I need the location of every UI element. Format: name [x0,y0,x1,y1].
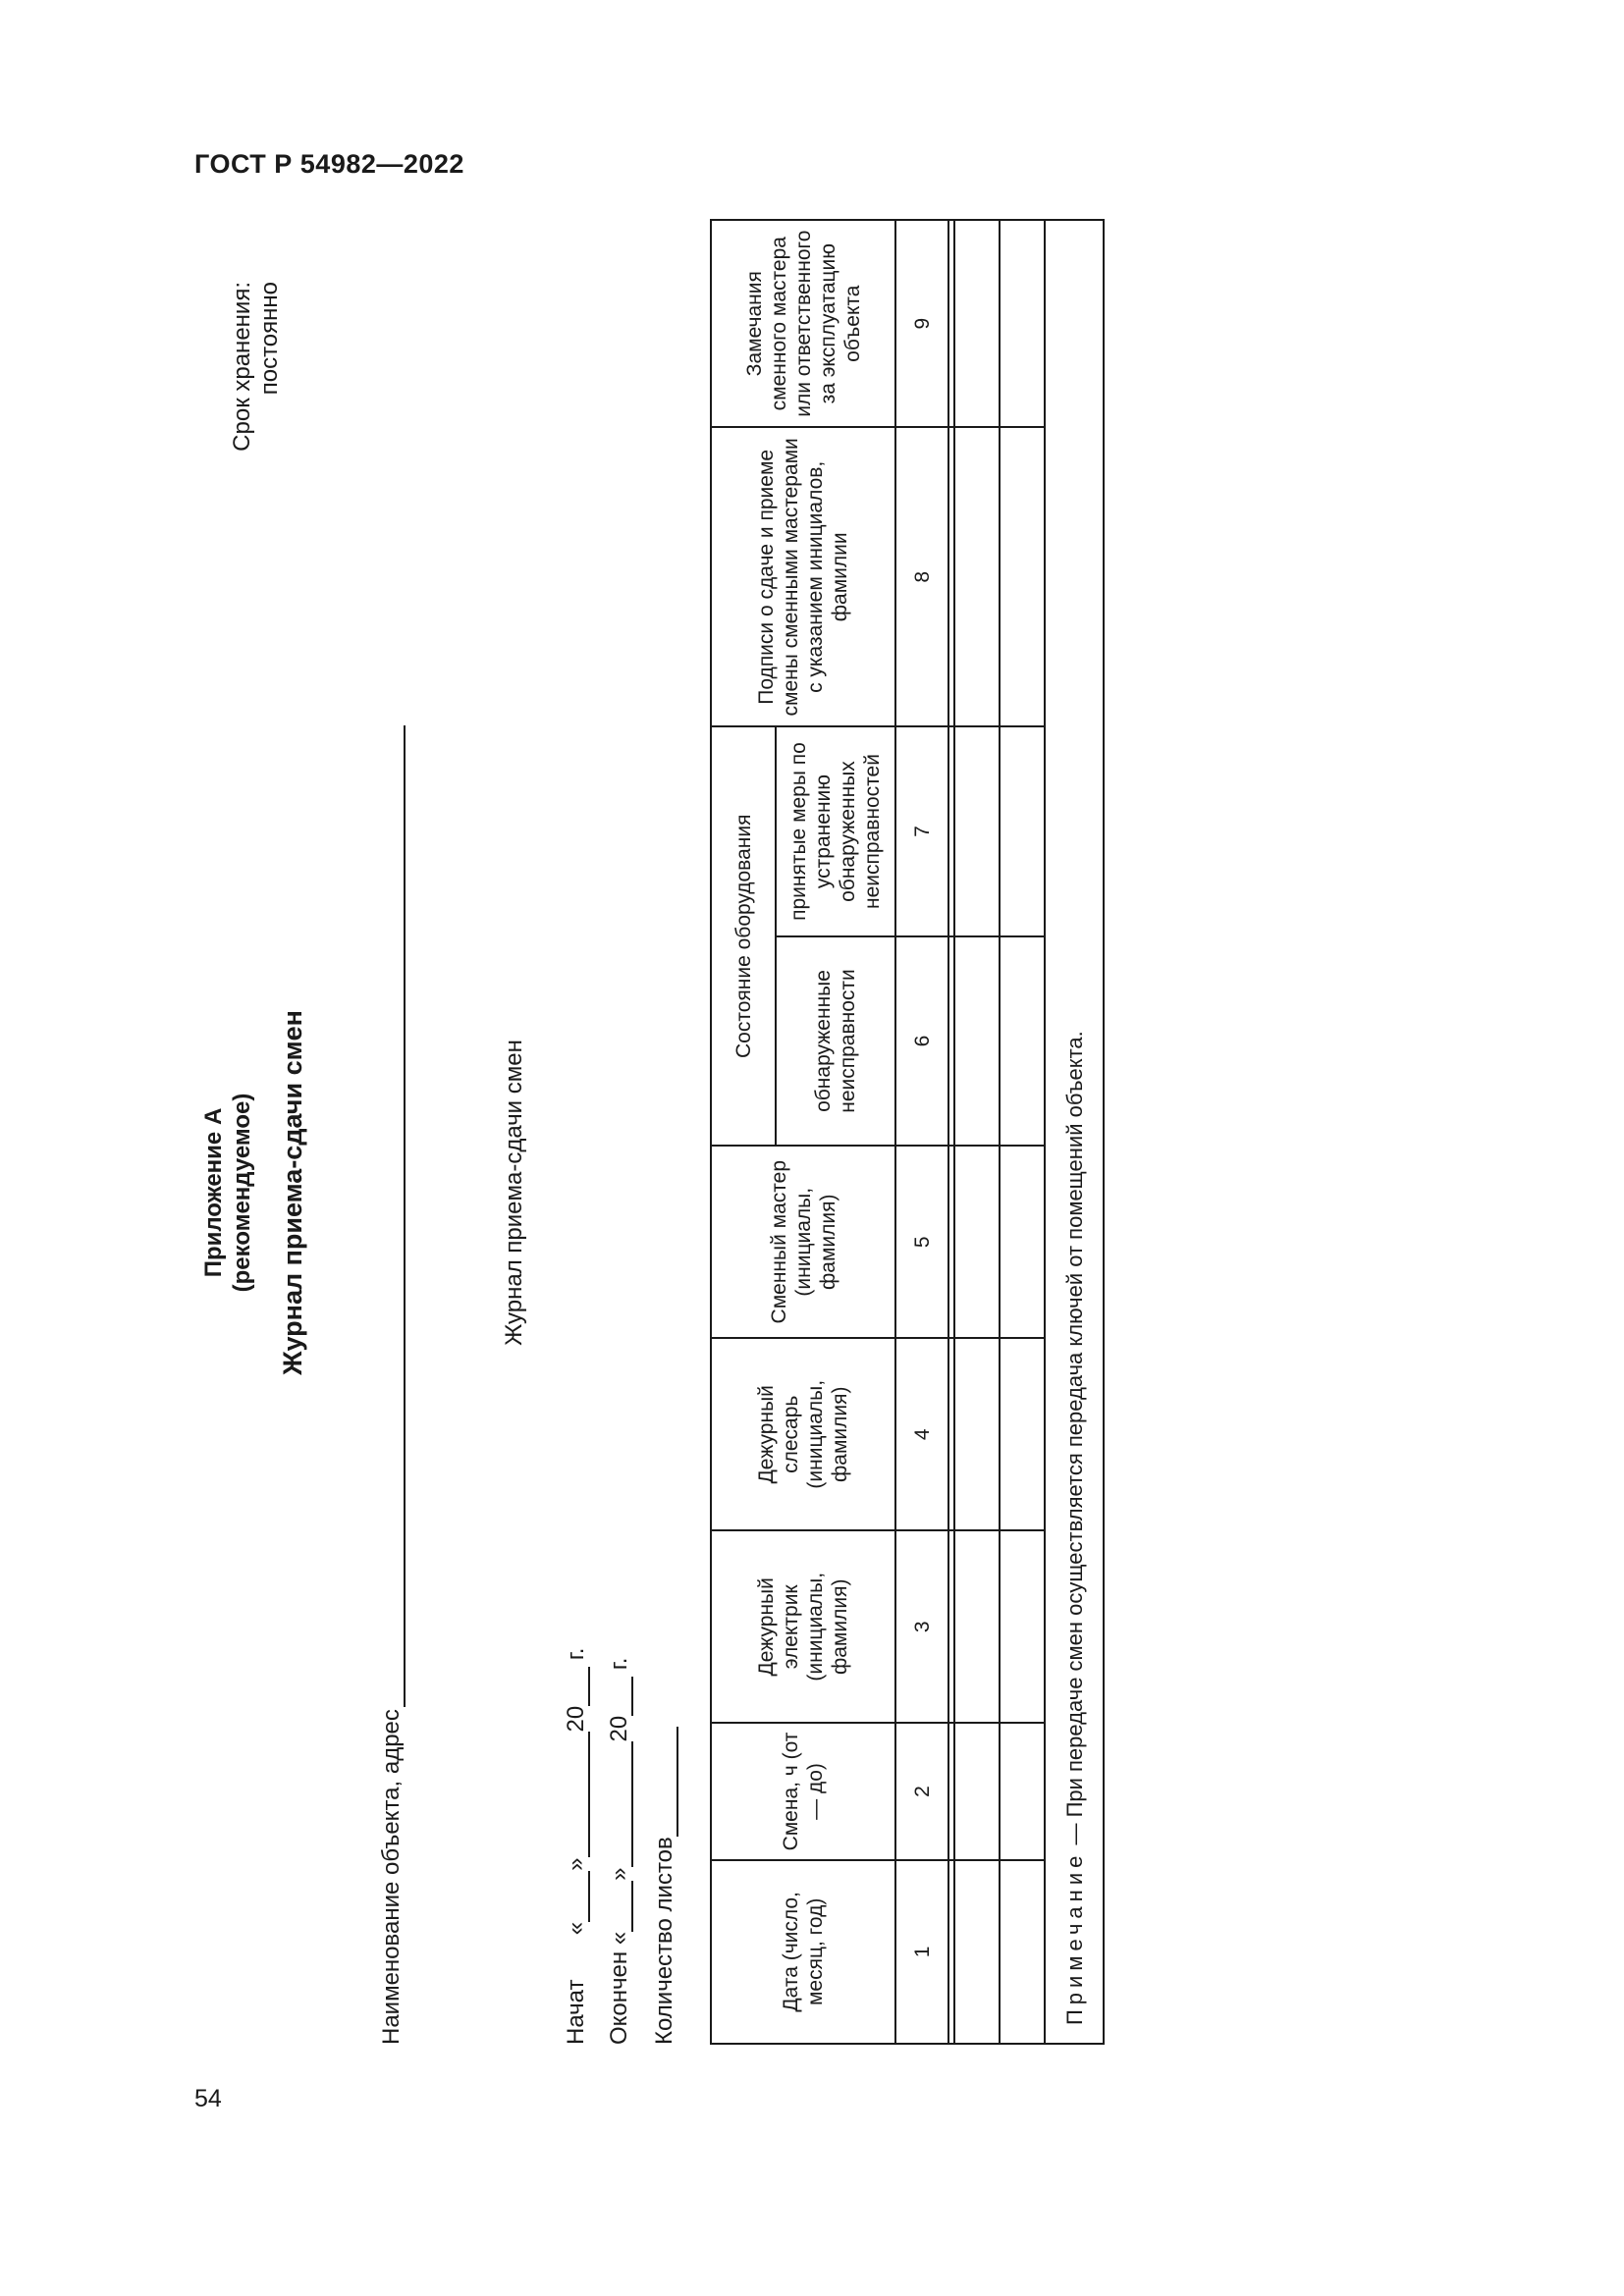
appendix-title: Приложение А [200,1107,227,1278]
standard-header: ГОСТ Р 54982—2022 [194,149,464,179]
storage-label: Срок хранения: [229,282,255,452]
storage-value: постоянно [256,282,283,396]
journal-table [710,219,1105,2045]
year-prefix: 20 [606,1715,632,1742]
year-suffix: г. [606,1657,632,1671]
header-row [711,220,776,2044]
page-number: 54 [194,2085,222,2112]
column-number: 5 [895,1146,948,1338]
object-name-blank [380,725,406,1707]
year-blank [608,1677,633,1716]
table-row [954,220,1000,2044]
end-date-line [606,1658,633,2045]
column-number: 4 [895,1338,948,1530]
start-date-line [563,1648,590,2045]
sheets-count-line [651,1727,678,2045]
column-number: 2 [895,1723,948,1859]
close-quote: » [563,1857,589,1871]
col-date: Дата (число, месяц, год) [711,1860,895,2044]
column-number: 1 [895,1860,948,2044]
col-found-faults: обнаруженные неисправности [776,936,895,1146]
column-number: 8 [895,427,948,726]
col-measures-taken: принятые меры по устранению обнаруженных неисправностей [776,726,895,935]
col-remarks: Замечания сменного мастера или ответственного за эксплуатацию объекта [711,220,895,427]
note-cell [1045,220,1104,2044]
column-number: 9 [895,220,948,427]
appendix-heading [199,270,256,2115]
day-blank [608,1881,633,1932]
journal-subtitle: Журнал приема-сдачи смен [501,1040,527,1346]
open-quote: « [563,1921,589,1936]
year-suffix: г. [563,1647,589,1661]
note-row [1045,220,1104,2044]
object-name-field [378,725,406,2045]
year-blank [565,1667,590,1706]
month-blank [565,1732,590,1857]
rotated-form [162,230,1183,2115]
col-fitter: Дежурный слесарь (инициалы, фамилия) [711,1338,895,1530]
storage-period [229,282,284,507]
open-quote: « [606,1931,632,1946]
col-electrician: Дежурный электрик (инициалы, фамилия) [711,1530,895,1723]
start-label: Начат [563,1979,589,2045]
column-number: 7 [895,726,948,935]
note-label: Примечание [1061,1850,1087,2025]
year-prefix: 20 [563,1705,589,1733]
end-label: Окончен [606,1950,632,2045]
note-text: — При передаче смен осуществляется передача ключей от помещений объекта. [1061,1031,1087,1851]
col-shift-master: Сменный мастер (инициалы, фамилия) [711,1146,895,1338]
month-blank [608,1741,633,1867]
column-number: 6 [895,936,948,1146]
column-number-row [895,220,948,2044]
day-blank [565,1871,590,1922]
table-row [1000,220,1045,2044]
sheets-blank [653,1727,678,1837]
col-equipment-state: Состояние оборудования [711,726,776,1146]
close-quote: » [606,1867,632,1881]
sheets-label: Количество листов [651,1837,677,2045]
journal-title: Журнал приема-сдачи смен [278,1010,307,1375]
col-signatures: Подписи о сдаче и приеме смены сменными мастерами с указанием инициалов, фамилии [711,427,895,726]
column-number: 3 [895,1530,948,1723]
appendix-status: (рекомендуемое) [229,1093,255,1293]
object-label: Наименование объекта, адрес [378,1709,405,2045]
col-shift: Смена, ч (от — до) [711,1723,895,1859]
